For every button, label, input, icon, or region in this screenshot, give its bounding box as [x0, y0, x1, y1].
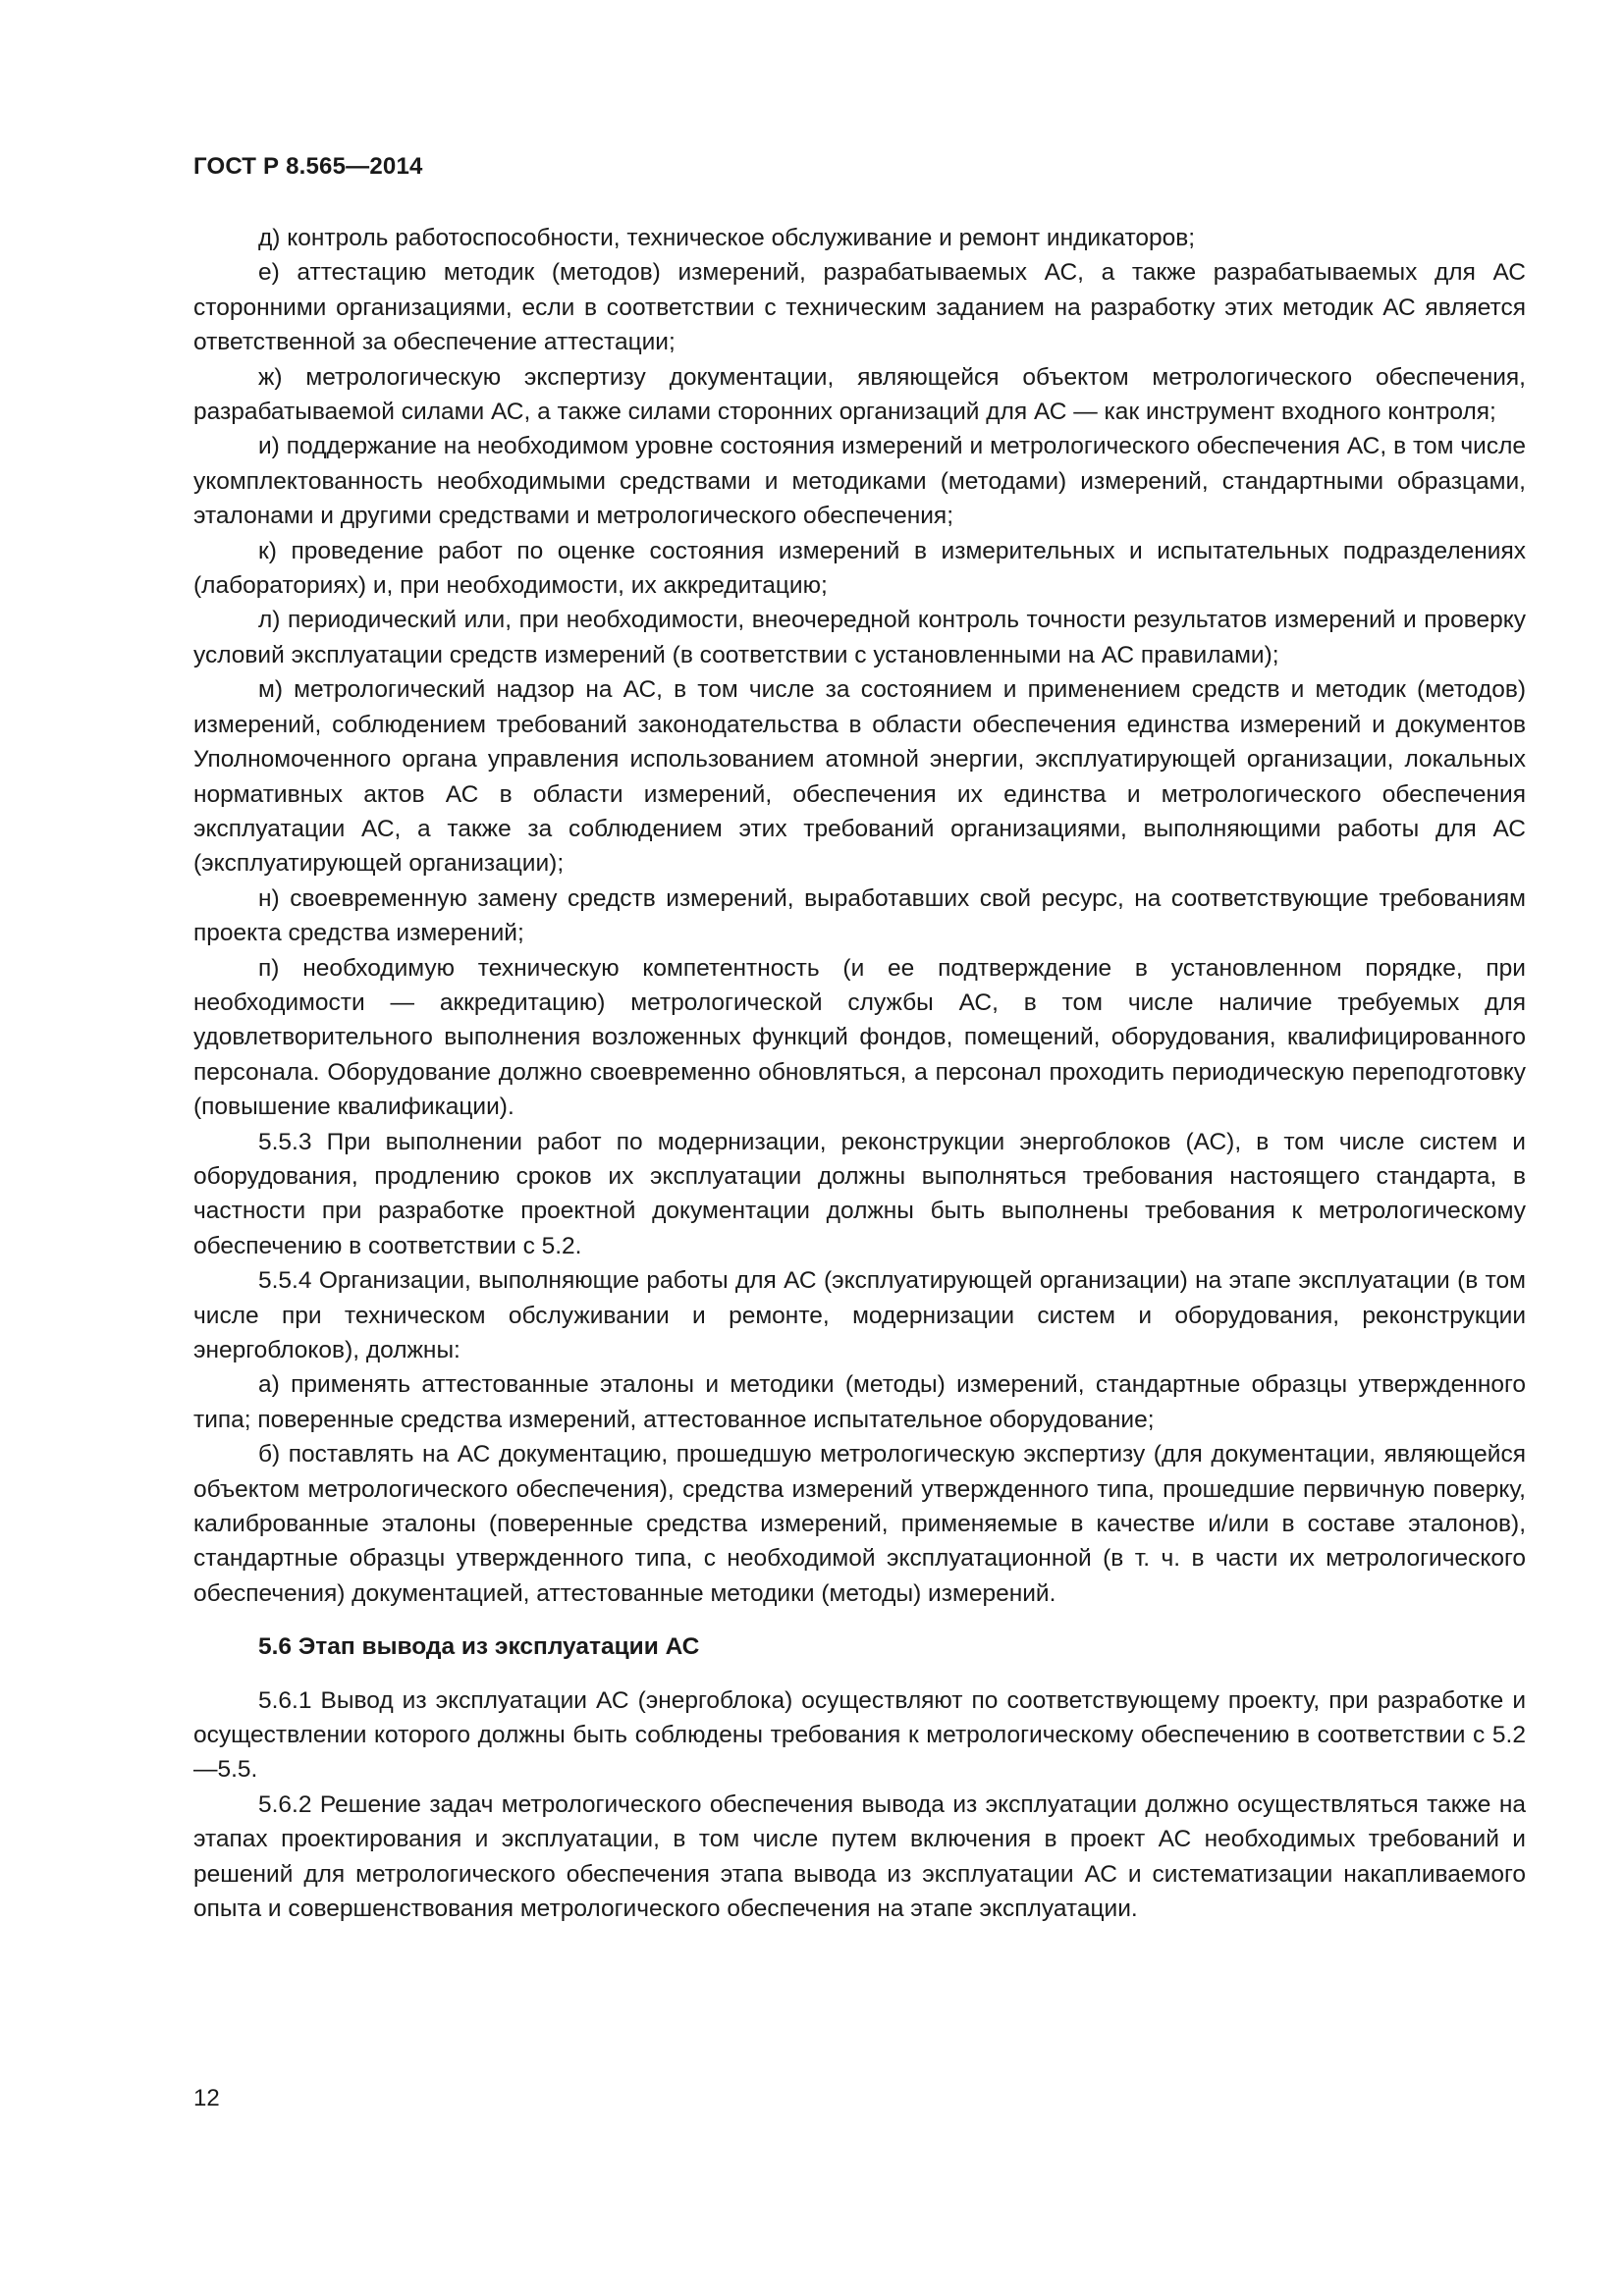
document-code-header: ГОСТ Р 8.565—2014 [193, 153, 423, 180]
clause-5-6-2: 5.6.2 Решение задач метрологического обеспечения вывода из эксплуатации должно осуществляться также на этапах проектирования и эксплуатации, в том числе путем включения в проект АС необходимых требований и решений для метрологического обеспечения этапа вывода из эксплуатации АС и систематизации накапливаемого опыта и совершенствования метрологического обеспечения на этапе эксплуатации. [193, 1790, 1526, 1923]
list-item-p: п) необходимую техническую компетентность (и ее подтверждение в установленном порядке, при необходимости — аккредитацию) метрологической службы АС, в том числе наличие требуемых для удовлетворительного выполнения возложенных функций фондов, помещений, оборудования, квалифицированного персонала. Оборудование должно своевременно обновляться, а персонал проходить периодическую переподготовку (повышение квалификации). [193, 954, 1526, 1121]
list-item-n: н) своевременную замену средств измерений, выработавших свой ресурс, на соответствующие требованиям проекта средства измерений; [193, 884, 1526, 947]
clause-5-6-1: 5.6.1 Вывод из эксплуатации АС (энергоблока) осуществляют по соответствующему проекту, при разработке и осуществлении которого должны быть соблюдены требования к метрологическому обеспечению в соответствии с 5.2—5.5. [193, 1686, 1526, 1784]
document-body [193, 221, 1526, 1927]
list-item-a: а) применять аттестованные эталоны и методики (методы) измерений, стандартные образцы утвержденного типа; поверенные средства измерений, аттестованное испытательное оборудование; [193, 1371, 1526, 1433]
list-item-e: е) аттестацию методик (методов) измерений, разрабатываемых АС, а также разрабатываемых для АС сторонними организациями, если в соответствии с техническим заданием на разработку этих методик АС является ответственной за обеспечение аттестации; [193, 259, 1526, 356]
section-heading-5-6: 5.6 Этап вывода из эксплуатации АС [258, 1633, 700, 1661]
clause-5-5-3: 5.5.3 При выполнении работ по модернизации, реконструкции энергоблоков (АС), в том числе систем и оборудования, продлению сроков их эксплуатации должны выполняться требования настоящего стандарта, в частности при разработке проектной документации должны быть выполнены требования к метрологическому обеспечению в соответствии с 5.2. [193, 1128, 1526, 1259]
list-item-m: м) метрологический надзор на АС, в том числе за состоянием и применением средств и методик (методов) измерений, соблюдением требований законодательства в области обеспечения единства измерений и документов Уполномоченного органа управления использованием атомной энергии, эксплуатирующей организации, локальных нормативных актов АС в области измерений, обеспечения их единства и метрологического обеспечения эксплуатации АС, а также за соблюдением этих требований организациями, выполняющими работы для АС (эксплуатирующей организации); [193, 676, 1526, 878]
list-item-k: к) проведение работ по оценке состояния измерений в измерительных и испытательных подразделениях (лабораториях) и, при необходимости, их аккредитацию; [193, 537, 1526, 600]
list-item-b: б) поставлять на АС документацию, прошедшую метрологическую экспертизу (для документации, являющейся объектом метрологического обеспечения), средства измерений утвержденного типа, прошедшие первичную поверку, калиброванные эталоны (поверенные средства измерений, применяемые в качестве и/или в составе эталонов), стандартные образцы утвержденного типа, с необходимой эксплуатационной (в т. ч. в части их метрологического обеспечения) документацией, аттестованные методики (методы) измерений. [193, 1441, 1526, 1607]
page-number: 12 [193, 2085, 220, 2111]
clause-5-5-4: 5.5.4 Организации, выполняющие работы для АС (эксплуатирующей организации) на этапе эксплуатации (в том числе при техническом обслуживании и ремонте, модернизации систем и оборудования, реконструкции энергоблоков), должны: [193, 1267, 1526, 1363]
list-item-d: д) контроль работоспособности, техническое обслуживание и ремонт индикаторов; [258, 225, 1196, 251]
list-item-zh: ж) метрологическую экспертизу документации, являющейся объектом метрологического обеспечения, разрабатываемой силами АС, а также силами сторонних организаций для АС — как инструмент входного контроля; [193, 363, 1526, 426]
list-item-i: и) поддержание на необходимом уровне состояния измерений и метрологического обеспечения АС, в том числе укомплектованность необходимыми средствами и методиками (методами) измерений, стандартными образцами, эталонами и другими средствами и метрологического обеспечения; [193, 433, 1526, 530]
list-item-l: л) периодический или, при необходимости, внеочередной контроль точности результатов измерений и проверку условий эксплуатации средств измерений (в соответствии с установленными на АС правилами); [193, 607, 1526, 668]
